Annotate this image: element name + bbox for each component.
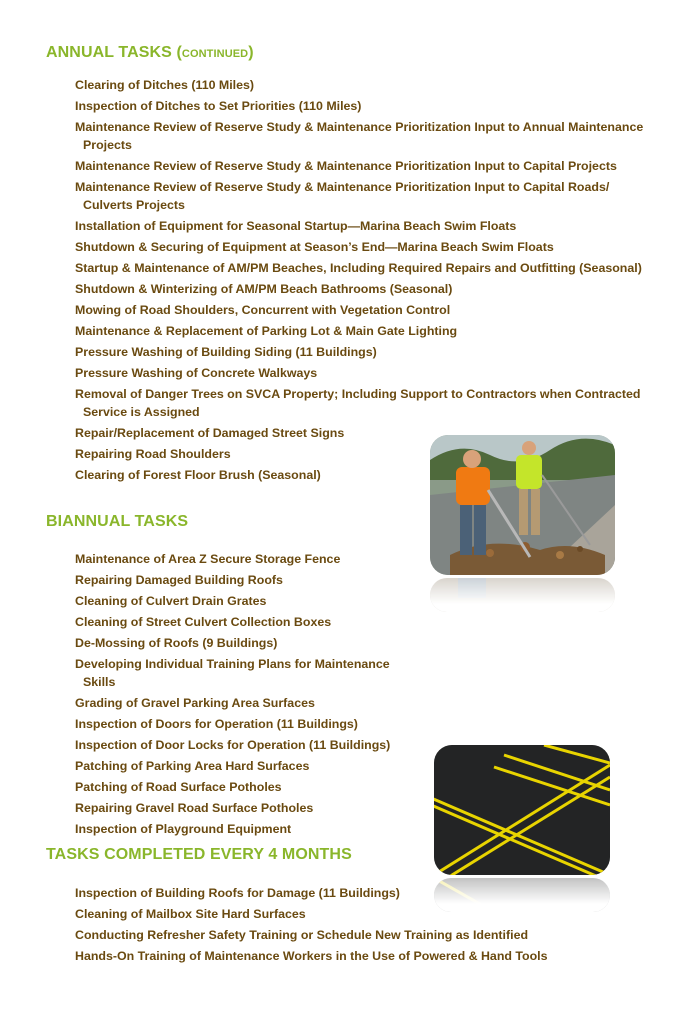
task-item: Patching of Road Surface Potholes — [75, 780, 282, 794]
task-item: Pressure Washing of Building Siding (11 Buildings) — [75, 345, 377, 359]
task-item: De-Mossing of Roofs (9 Buildings) — [75, 636, 278, 650]
annual-tasks-heading — [46, 44, 254, 62]
workers-raking-leaves-photo — [430, 435, 615, 575]
task-item: Developing Individual Training Plans for Maintenance Skills — [75, 657, 390, 689]
task-item: Installation of Equipment for Seasonal Startup—Marina Beach Swim Floats — [75, 219, 517, 233]
task-item: Removal of Danger Trees on SVCA Property; Including Support to Contractors when Contracted Service is Assigned — [75, 387, 641, 419]
biannual-tasks-heading — [46, 513, 188, 531]
task-item: Mowing of Road Shoulders, Concurrent with Vegetation Control — [75, 303, 451, 317]
workers-photo-reflection — [430, 578, 615, 612]
annual-title-suffix: (continued) — [176, 44, 254, 61]
task-item: Inspection of Building Roofs for Damage (11 Buildings) — [75, 886, 400, 900]
task-item: Maintenance & Replacement of Parking Lot & Main Gate Lighting — [75, 324, 458, 338]
task-item: Clearing of Ditches (110 Miles) — [75, 78, 255, 92]
task-item: Cleaning of Culvert Drain Grates — [75, 594, 267, 608]
workers-photo-art — [430, 435, 615, 575]
task-item: Repairing Damaged Building Roofs — [75, 573, 283, 587]
task-item: Cleaning of Street Culvert Collection Boxes — [75, 615, 332, 629]
task-item: Startup & Maintenance of AM/PM Beaches, Including Required Repairs and Outfitting (Seasonal) — [75, 261, 642, 275]
task-item: Hands-On Training of Maintenance Workers in the Use of Powered & Hand Tools — [75, 949, 548, 963]
pavement-photo-reflection — [434, 878, 610, 912]
task-item: Pressure Washing of Concrete Walkways — [75, 366, 318, 380]
task-item: Inspection of Ditches to Set Priorities (110 Miles) — [75, 99, 362, 113]
task-item: Maintenance Review of Reserve Study & Maintenance Prioritization Input to Capital Roads/ Culverts Projects — [75, 180, 610, 212]
four-month-title-main: TASKS COMPLETED EVERY 4 MONTHS — [46, 846, 352, 863]
four-month-tasks-heading — [46, 846, 352, 864]
task-item: Clearing of Forest Floor Brush (Seasonal) — [75, 468, 321, 482]
task-item: Shutdown & Winterizing of AM/PM Beach Bathrooms (Seasonal) — [75, 282, 453, 296]
task-item: Patching of Parking Area Hard Surfaces — [75, 759, 310, 773]
task-item: Repairing Road Shoulders — [75, 447, 231, 461]
task-item: Maintenance of Area Z Secure Storage Fence — [75, 552, 341, 566]
task-item: Inspection of Doors for Operation (11 Buildings) — [75, 717, 358, 731]
reflection-fade — [434, 878, 610, 912]
task-item: Maintenance Review of Reserve Study & Maintenance Prioritization Input to Annual Maintenance Projects — [75, 120, 644, 152]
task-item: Inspection of Door Locks for Operation (11 Buildings) — [75, 738, 391, 752]
task-item: Repairing Gravel Road Surface Potholes — [75, 801, 314, 815]
yellow-road-lines-photo — [434, 745, 610, 875]
task-item: Shutdown & Securing of Equipment at Season’s End—Marina Beach Swim Floats — [75, 240, 554, 254]
task-item: Repair/Replacement of Damaged Street Signs — [75, 426, 345, 440]
annual-title-main: ANNUAL TASKS — [46, 44, 172, 61]
task-item: Conducting Refresher Safety Training or Schedule New Training as Identified — [75, 928, 529, 942]
reflection-fade — [430, 578, 615, 612]
task-item: Inspection of Playground Equipment — [75, 822, 292, 836]
biannual-title-main: BIANNUAL TASKS — [46, 513, 189, 530]
biannual-task-list — [75, 550, 420, 841]
task-item: Maintenance Review of Reserve Study & Maintenance Prioritization Input to Capital Projects — [75, 159, 617, 173]
task-item: Cleaning of Mailbox Site Hard Surfaces — [75, 907, 306, 921]
annual-task-list — [75, 76, 660, 487]
task-item: Grading of Gravel Parking Area Surfaces — [75, 696, 315, 710]
pavement-photo-art — [434, 745, 610, 875]
